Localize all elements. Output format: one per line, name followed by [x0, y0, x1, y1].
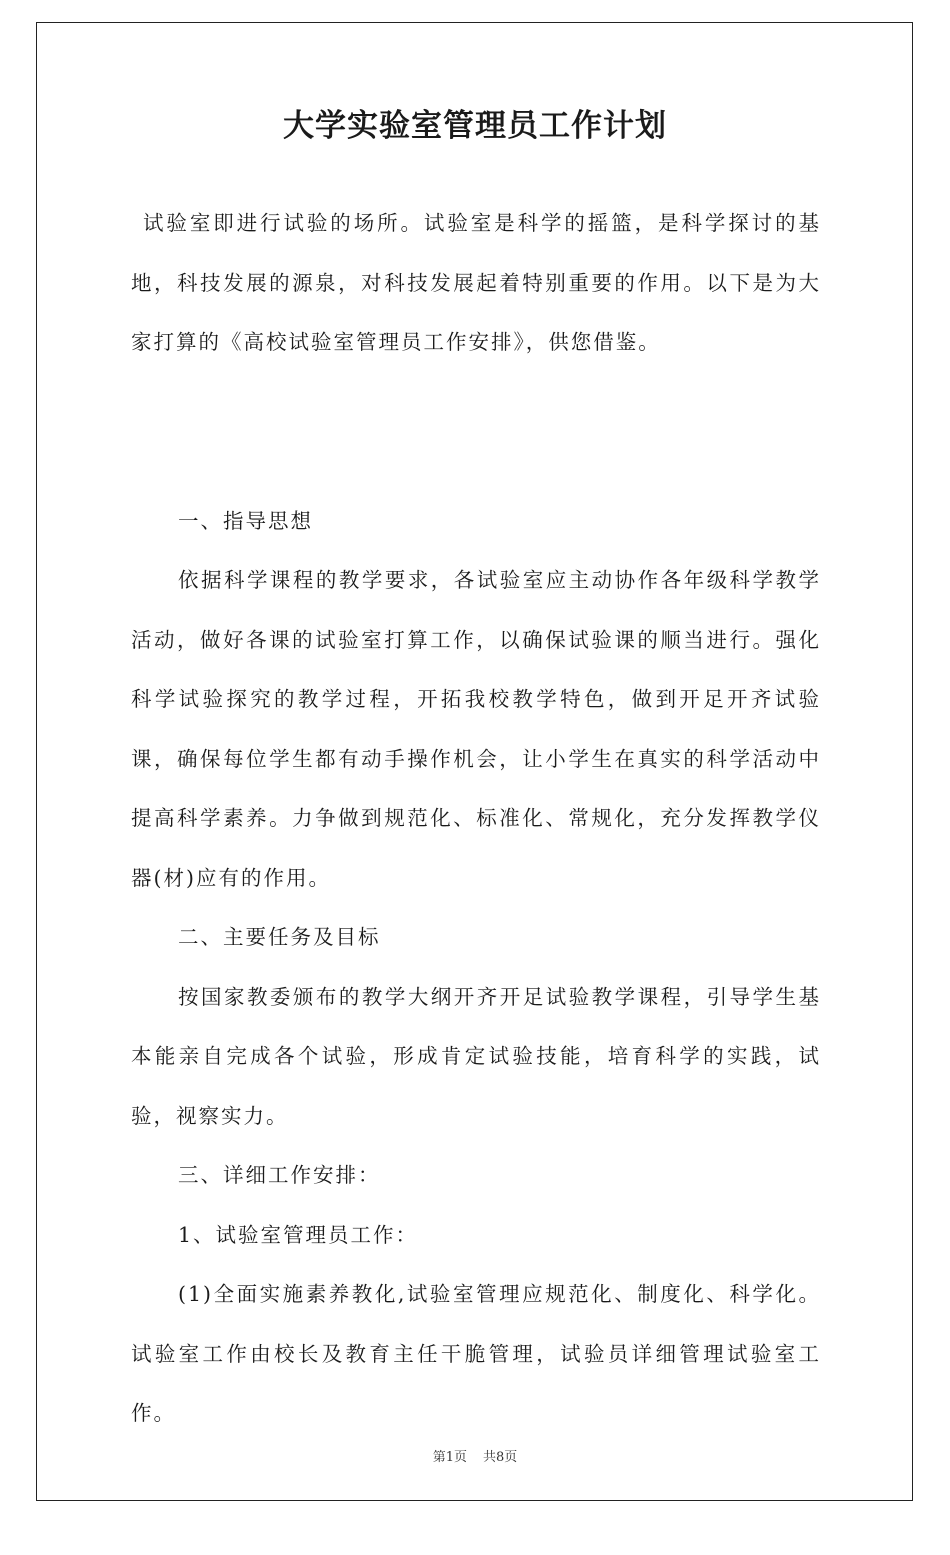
section-heading-main-tasks: 二、主要任务及目标 — [178, 925, 381, 949]
document-title: 大学实验室管理员工作计划 — [283, 108, 667, 144]
section-spacer — [131, 373, 821, 492]
page-total: 共8页 — [483, 1450, 518, 1465]
intro-paragraph: 试验室即进行试验的场所。试验室是科学的摇篮，是科学探讨的基地，科技发展的源泉，对科技发展起着特别重要的作用。以下是为大家打算的《高校试验室管理员工作安排》，供您借鉴。 — [131, 211, 821, 354]
page-number: 第1页 — [432, 1450, 467, 1465]
paragraph-guiding-ideology: 依据科学课程的教学要求，各试验室应主动协作各年级科学教学活动，做好各课的试验室打算工作，以确保试验课的顺当进行。强化科学试验探究的教学过程，开拓我校教学特色，做到开足开齐试验课，确保每位学生都有动手操作机会，让小学生在真实的科学活动中提高科学素养。力争做到规范化、标准化、常规化，充分发挥教学仪器(材)应有的作用。 — [131, 568, 821, 890]
paragraph-lab-admin-1: (1)全面实施素养教化,试验室管理应规范化、制度化、科学化。试验室工作由校长及教育主任干脆管理，试验员详细管理试验室工作。 — [131, 1282, 821, 1425]
paragraph-main-tasks: 按国家教委颁布的教学大纲开齐开足试验教学课程，引导学生基本能亲自完成各个试验，形成肯定试验技能，培育科学的实践，试验，视察实力。 — [131, 984, 821, 1128]
document-body — [131, 194, 821, 1444]
page-footer — [0, 1446, 950, 1465]
subsection-heading-lab-admin: 1、试验室管理员工作： — [178, 1222, 419, 1247]
section-heading-guiding-ideology: 一、指导思想 — [178, 508, 313, 533]
section-heading-work-arrangement: 三、详细工作安排： — [178, 1163, 381, 1187]
